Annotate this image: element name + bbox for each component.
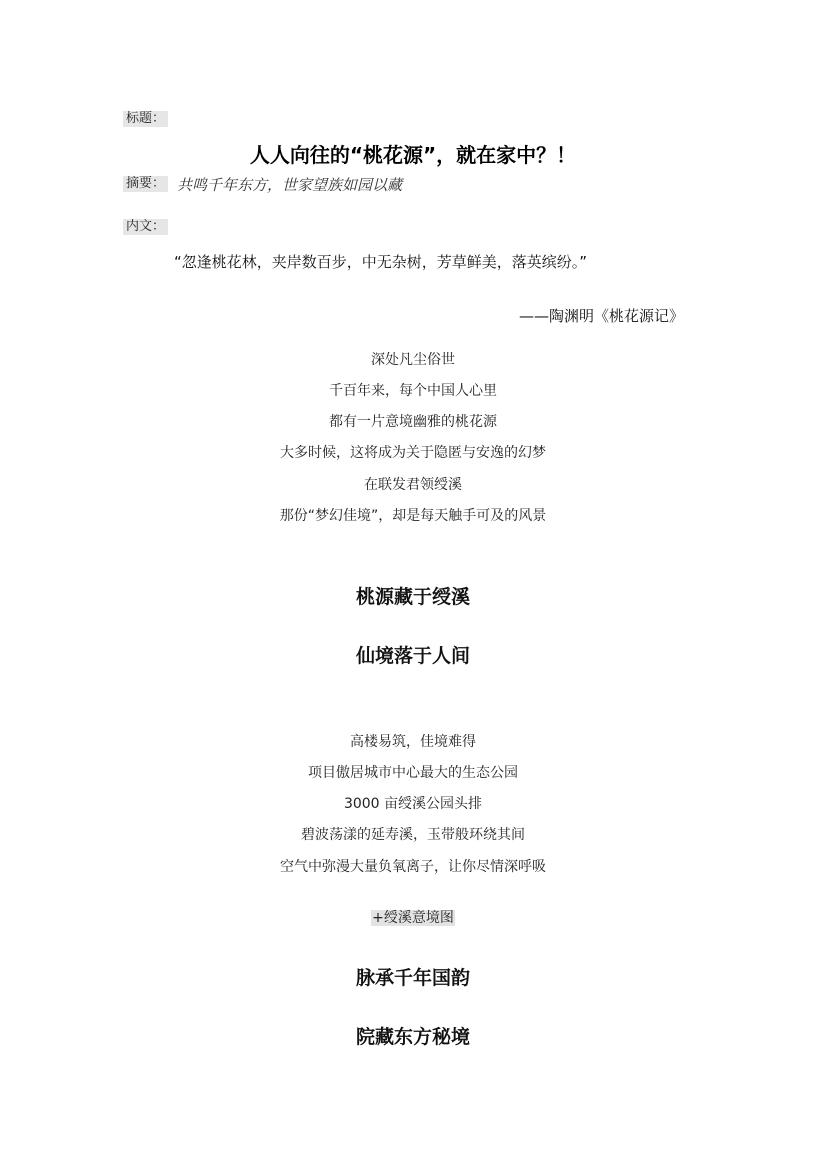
poem-line: 碧波荡漾的延寿溪，玉带般环绕其间 xyxy=(301,827,525,843)
poem-line: 项目傲居城市中心最大的生态公园 xyxy=(308,765,518,781)
abstract-text: 共鸣千年东方，世家望族如园以藏 xyxy=(177,176,403,194)
poem-line: 深处凡尘俗世 xyxy=(371,352,455,368)
poem-line: 高楼易筑，佳境难得 xyxy=(350,734,476,750)
poem-line: 大多时候，这将成为关于隐匿与安逸的幻梦 xyxy=(280,445,546,461)
abstract-label: 摘要： xyxy=(123,176,168,192)
opening-quote: “忽逢桃花林，夹岸数百步，中无杂树，芳草鲜美，落英缤纷。” xyxy=(174,253,588,271)
title-label: 标题： xyxy=(123,111,168,127)
poem-line: 千百年来，每个中国人心里 xyxy=(329,383,497,399)
article-title: 人人向往的“桃花源”，就在家中？！ xyxy=(249,143,577,167)
section-heading: 桃源藏于绶溪 xyxy=(355,586,470,608)
section-heading: 院藏东方秘境 xyxy=(355,1026,470,1048)
image-placeholder: +绶溪意境图 xyxy=(372,910,454,926)
section-heading: 仙境落于人间 xyxy=(355,645,470,667)
poem-line: 那份“梦幻佳境”，却是每天触手可及的风景 xyxy=(279,508,547,524)
poem-line: 都有一片意境幽雅的桃花源 xyxy=(329,414,497,430)
poem-line: 3000 亩绶溪公园头排 xyxy=(343,796,483,812)
body-label: 内文： xyxy=(123,219,168,235)
poem-line: 在联发君领绶溪 xyxy=(364,477,462,493)
image-placeholder-wrap xyxy=(0,907,826,927)
quote-attribution: ——陶渊明《桃花源记》 xyxy=(519,307,685,325)
poem-line: 空气中弥漫大量负氧离子，让你尽情深呼吸 xyxy=(280,859,546,875)
section-heading: 脉承千年国韵 xyxy=(355,967,470,989)
